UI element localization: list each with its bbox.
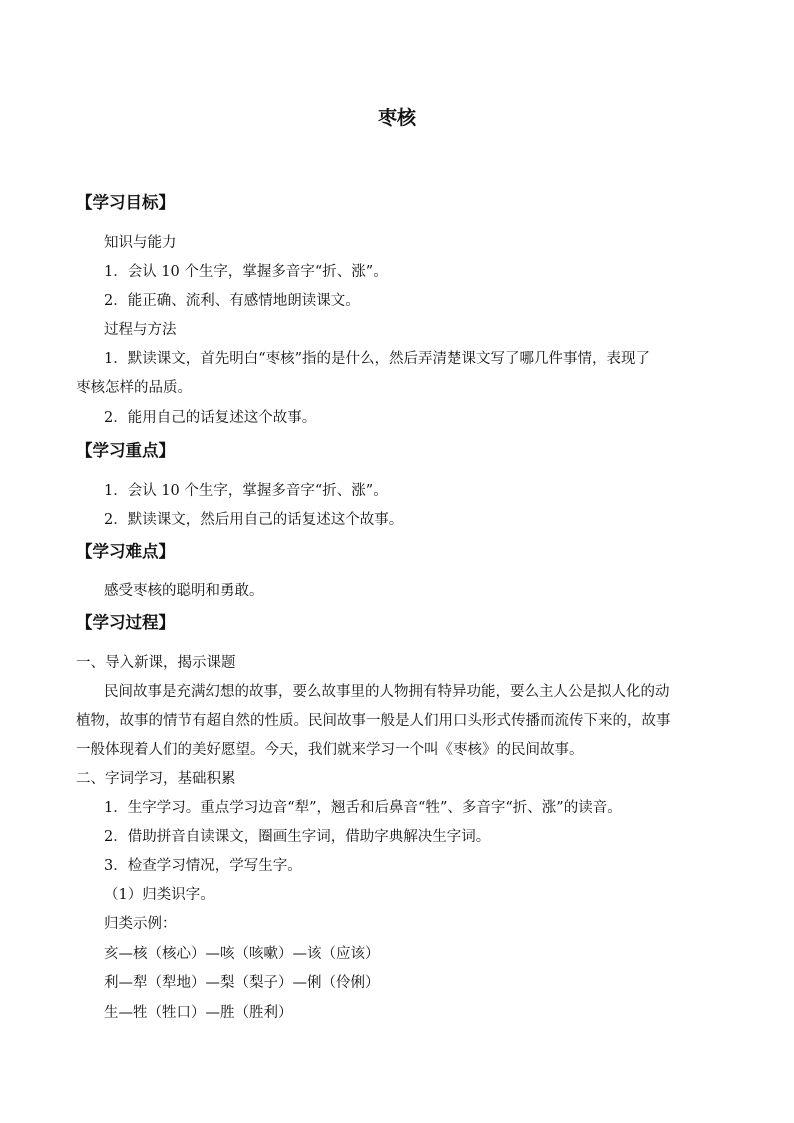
paragraph-line: 一般体现着人们的美好愿望。今天，我们就来学习一个叫《枣核》的民间故事。 (76, 742, 584, 758)
paragraph-line: 感受枣核的聪明和勇敢。 (104, 583, 264, 599)
paragraph-line: 亥—核（核心）—咳（咳嗽）—该（应该） (104, 946, 380, 962)
paragraph-line: 1．会认 10 个生字，掌握多音字“折、涨”。 (104, 483, 388, 499)
paragraph-line: 二、字词学习，基础积累 (76, 771, 236, 787)
paragraph-line: 知识与能力 (104, 235, 177, 251)
paragraph-line: 1．默读课文，首先明白“枣核”指的是什么，然后弄清楚课文写了哪几件事情，表现了 (104, 351, 651, 367)
paragraph-line: 2．能用自己的话复述这个故事。 (104, 410, 317, 426)
paragraph-line: 2．借助拼音自读课文，圈画生字词，借助字典解决生字词。 (104, 829, 491, 845)
paragraph-line: 生—牲（牲口）—胜（胜利） (104, 1005, 293, 1021)
section-heading-process: 【学习过程】 (76, 613, 175, 632)
paragraph-line: 一、导入新课，揭示课题 (76, 655, 236, 671)
paragraph-line: 植物，故事的情节有超自然的性质。民间故事一般是人们用口头形式传播而流传下来的，故事 (76, 713, 671, 729)
paragraph-line: 2．默读课文，然后用自己的话复述这个故事。 (104, 512, 404, 528)
section-heading-difficulty: 【学习难点】 (76, 542, 175, 561)
section-heading-focus: 【学习重点】 (76, 441, 175, 460)
paragraph-line: 利—犁（犁地）—梨（梨子）—俐（伶俐） (104, 975, 380, 991)
paragraph-line: 民间故事是充满幻想的故事，要么故事里的人物拥有特异功能，要么主人公是拟人化的动 (104, 684, 670, 700)
paragraph-line: 1．生字学习。重点学习边音“犁”，翘舌和后鼻音“牲”、多音字“折、涨”的读音。 (104, 800, 622, 816)
paragraph-line: 2．能正确、流利、有感情地朗读课文。 (104, 293, 360, 309)
paragraph-line: 归类示例： (104, 916, 177, 932)
paragraph-line: 1．会认 10 个生字，掌握多音字“折、涨”。 (104, 264, 388, 280)
section-heading-goals: 【学习目标】 (76, 193, 175, 212)
paragraph-line: （1）归类识字。 (104, 887, 215, 903)
paragraph-line: 3．检查学习情况，学写生字。 (104, 858, 302, 874)
paragraph-line: 过程与方法 (104, 322, 177, 338)
paragraph-line: 枣核怎样的品质。 (76, 380, 192, 396)
document-title: 枣核 (377, 107, 416, 129)
